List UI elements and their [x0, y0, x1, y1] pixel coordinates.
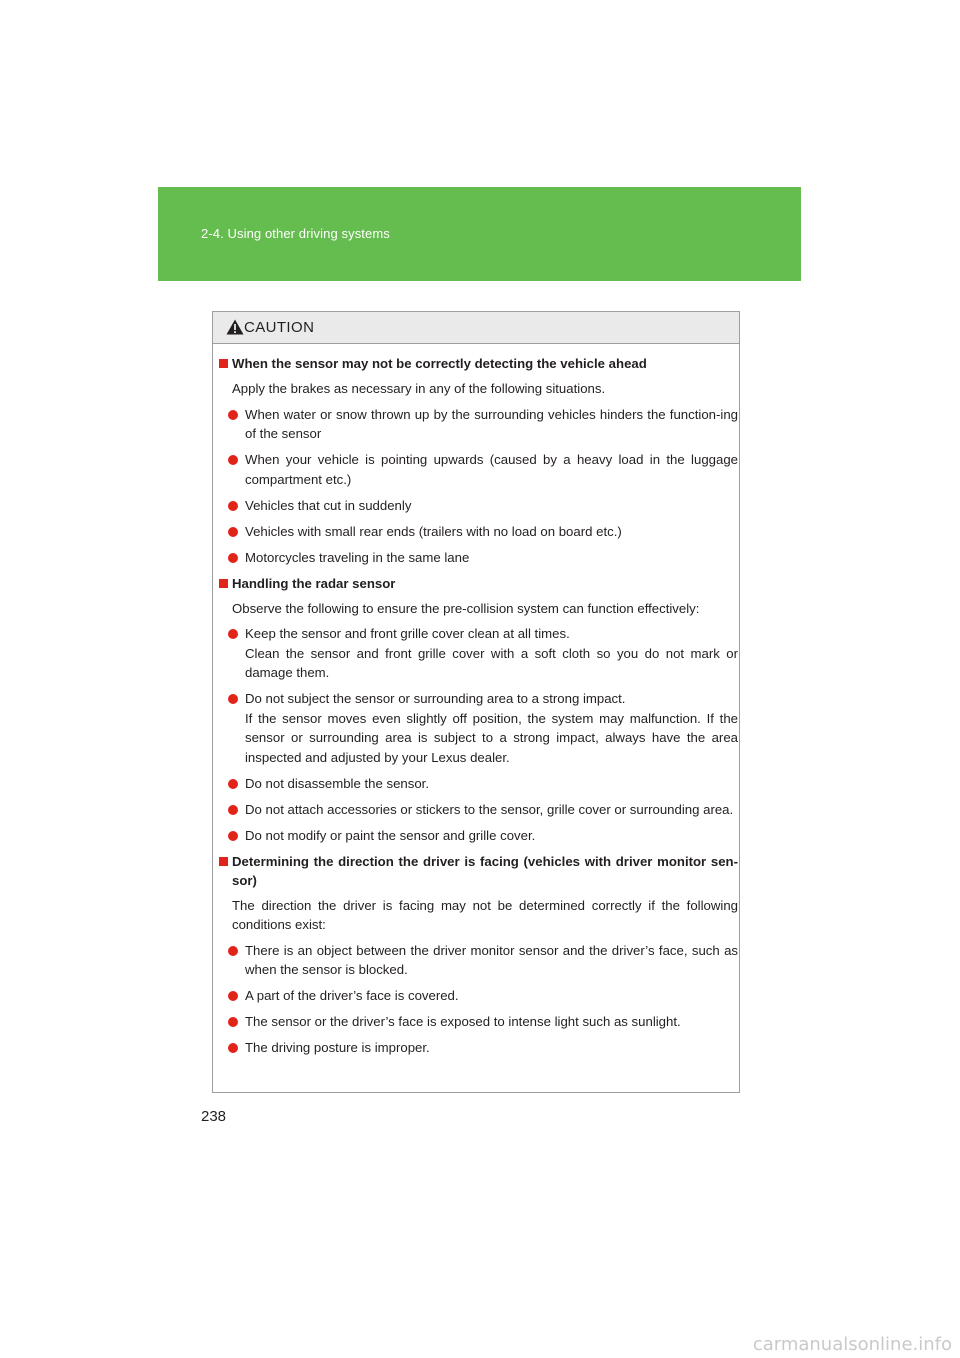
- list-item: [219, 1038, 738, 1058]
- caution-section: [219, 354, 738, 567]
- caution-section: [219, 852, 738, 1058]
- list-item: [219, 522, 738, 542]
- list-item-text: Clean the sensor and front grille cover with a soft cloth so you do not mark or damage them.: [245, 645, 738, 680]
- round-bullet-icon: [228, 553, 238, 563]
- list-item: [219, 941, 738, 980]
- list-item-text: Vehicles with small rear ends (trailers with no load on board etc.): [245, 523, 622, 539]
- list-item: [219, 405, 738, 444]
- caution-box: [212, 311, 740, 1093]
- round-bullet-icon: [228, 1017, 238, 1027]
- square-bullet-icon: [219, 857, 228, 866]
- square-bullet-icon: [219, 359, 228, 368]
- section-title: 2-4. Using other driving systems: [201, 226, 390, 241]
- page-number: 238: [201, 1108, 227, 1125]
- section-intro: Apply the brakes as necessary in any of the following situations.: [232, 381, 606, 396]
- section-heading: [219, 574, 738, 593]
- list-item-text: Do not subject the sensor or surrounding area to a strong impact.: [245, 691, 626, 706]
- list-item-text: There is an object between the driver monitor sensor and the driver’s face, such as when the sensor is blocked.: [245, 942, 738, 977]
- list-item: [219, 986, 738, 1006]
- section-heading-text: Determining the direction the driver is facing (vehicles with driver monitor sen-sor): [232, 853, 738, 888]
- caution-header: [213, 312, 739, 344]
- round-bullet-icon: [228, 410, 238, 420]
- section-heading: [219, 852, 738, 890]
- list-item: [219, 689, 738, 767]
- list-item: [219, 826, 738, 846]
- list-item: [219, 800, 738, 820]
- round-bullet-icon: [228, 455, 238, 465]
- watermark: carmanualsonline.info: [752, 1334, 952, 1355]
- round-bullet-icon: [228, 831, 238, 841]
- list-item-text: Do not modify or paint the sensor and grille cover.: [245, 827, 536, 843]
- list-item-text: Do not attach accessories or stickers to the sensor, grille cover or surrounding area.: [245, 801, 734, 817]
- list-item-text: Motorcycles traveling in the same lane: [245, 549, 470, 565]
- list-item: [219, 450, 738, 489]
- round-bullet-icon: [228, 946, 238, 956]
- warning-triangle-icon: [226, 319, 244, 335]
- section-intro: The direction the driver is facing may not be determined correctly if the following conditions exist:: [232, 897, 738, 932]
- round-bullet-icon: [228, 629, 238, 639]
- list-item-text: A part of the driver’s face is covered.: [245, 988, 459, 1003]
- list-item-text: If the sensor moves even slightly off position, the system may malfunction. If the sensor or surrounding area is subject to a strong impact, always have the area inspected and adjusted by your Lexus dealer.: [245, 710, 738, 765]
- round-bullet-icon: [228, 527, 238, 537]
- list-item-text: The driving posture is improper.: [245, 1040, 430, 1055]
- section-heading-text: When the sensor may not be correctly detecting the vehicle ahead: [232, 356, 647, 371]
- section-heading-text: Handling the radar sensor: [232, 575, 396, 591]
- round-bullet-icon: [228, 501, 238, 511]
- round-bullet-icon: [228, 779, 238, 789]
- list-item: [219, 1012, 738, 1032]
- caution-label: CAUTION: [244, 319, 315, 336]
- list-item-text: When your vehicle is pointing upwards (caused by a heavy load in the luggage compartment etc.): [245, 452, 738, 487]
- round-bullet-icon: [228, 1043, 238, 1053]
- list-item: [219, 774, 738, 794]
- list-item: [219, 624, 738, 683]
- section-header-band: [158, 187, 801, 281]
- square-bullet-icon: [219, 579, 228, 588]
- section-intro: Observe the following to ensure the pre-collision system can function effectively:: [232, 600, 700, 616]
- caution-body: [213, 354, 738, 1064]
- list-item-text: Keep the sensor and front grille cover clean at all times.: [245, 626, 570, 641]
- list-item: [219, 496, 738, 516]
- caution-section: [219, 574, 738, 846]
- round-bullet-icon: [228, 991, 238, 1001]
- list-item: [219, 548, 738, 568]
- round-bullet-icon: [228, 805, 238, 815]
- list-item-text: Vehicles that cut in suddenly: [245, 497, 412, 513]
- list-item-text: When water or snow thrown up by the surrounding vehicles hinders the function-ing of the sensor: [245, 406, 738, 441]
- list-item-text: Do not disassemble the sensor.: [245, 775, 429, 791]
- section-heading: [219, 354, 738, 373]
- list-item-text: The sensor or the driver’s face is exposed to intense light such as sunlight.: [245, 1014, 681, 1029]
- round-bullet-icon: [228, 694, 238, 704]
